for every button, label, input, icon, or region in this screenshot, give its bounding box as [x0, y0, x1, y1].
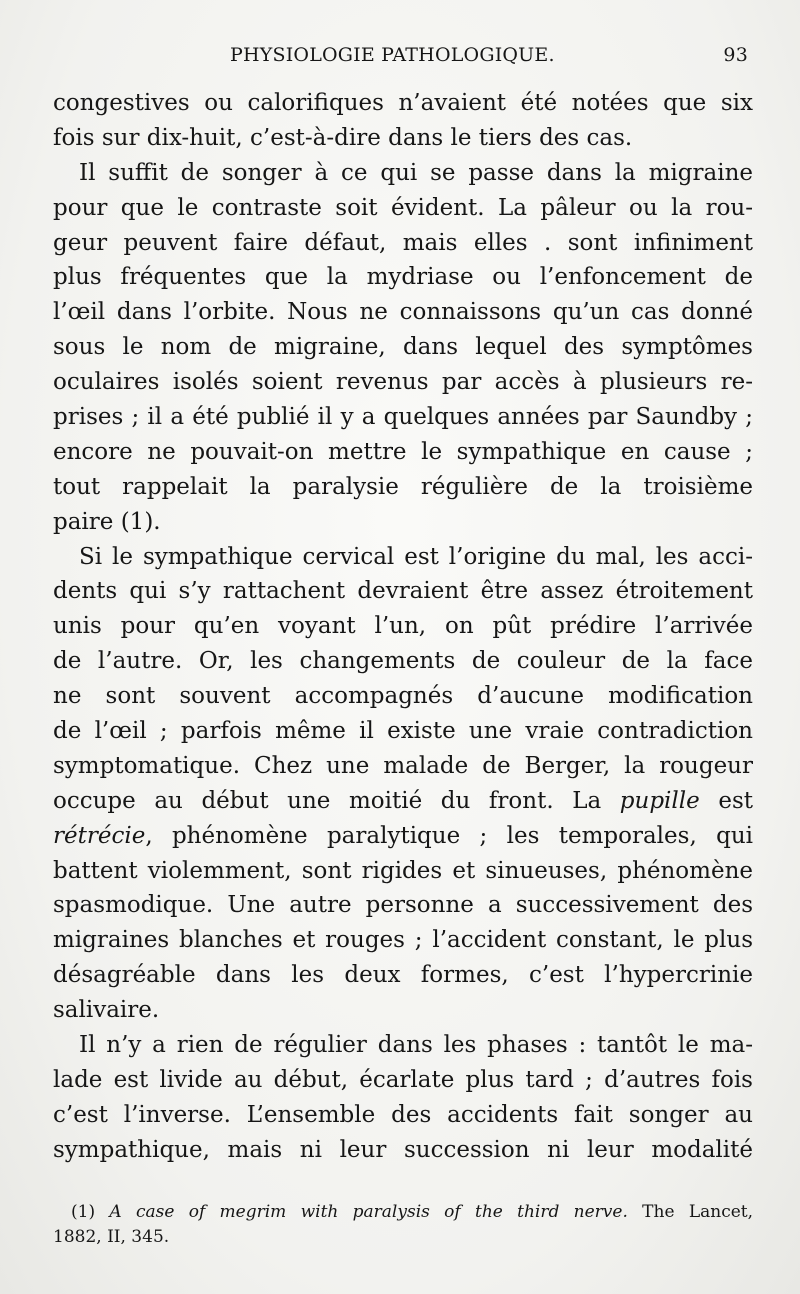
italic-word: rétrécie: [53, 822, 146, 849]
text-line: Si le sympathique cervical est l’origine du mal, les acci-: [79, 543, 753, 570]
footnote-line: [53, 1200, 753, 1225]
text-line: c’est l’inverse. L’ensemble des accidents fait songer au: [53, 1101, 753, 1128]
text-line: unis pour qu’en voyant l’un, on pût prédire l’arrivée: [53, 613, 753, 640]
text-line: congestives ou calorifiques n’avaient été notées que six: [53, 90, 753, 116]
footnote-title: A case of megrim with paralysis of the third nerve.: [109, 1202, 628, 1222]
text-line: spasmodique. Une autre personne a successivement des: [53, 892, 753, 919]
italic-word: pupille: [619, 787, 700, 814]
text-line: symptomatique. Chez une malade de Berger, la rougeur: [53, 752, 753, 779]
text-line: dents qui s’y rattachent devraient être assez étroitement: [53, 578, 753, 605]
text-line: encore ne pouvait-on mettre le sympathique en cause ;: [53, 438, 753, 465]
body-text: [53, 86, 753, 1168]
text-line: désagréable dans les deux formes, c’est l’hypercrinie: [53, 962, 753, 989]
text-line: geur peuvent faire défaut, mais elles . sont infiniment: [53, 229, 753, 256]
text-line: oculaires isolés soient revenus par accès à plusieurs re-: [53, 369, 753, 396]
text-line: tout rappelait la paralysie régulière de la troisième: [53, 473, 753, 500]
text-line: prises ; il a été publié il y a quelques années par Saundby ;: [53, 404, 753, 431]
footnote: [53, 1200, 753, 1250]
page-number: 93: [723, 44, 748, 66]
text-line: pour que le contraste soit évident. La pâleur ou la rou-: [53, 194, 753, 221]
text-line: battent violemment, sont rigides et sinueuses, phénomène: [53, 857, 753, 884]
text-line: [53, 819, 753, 854]
text-line: Il n’y a rien de régulier dans les phases : tantôt le ma-: [79, 1032, 753, 1059]
text-line: de l’autre. Or, les changements de couleur de la face: [53, 648, 753, 675]
running-title: PHYSIOLOGIE PATHOLOGIQUE.: [230, 44, 555, 66]
text-line: ne sont souvent accompagnés d’aucune modification: [53, 683, 753, 710]
text-line: sous le nom de migraine, dans lequel des symptômes: [53, 334, 753, 361]
footnote-line: 1882, II, 345.: [53, 1227, 170, 1247]
text-line: paire (1).: [53, 508, 161, 535]
text-line: [53, 784, 753, 819]
footnote-marker: (1): [71, 1202, 96, 1222]
text-line: de l’œil ; parfois même il existe une vraie contradiction: [53, 718, 753, 745]
text-segment: occupe au début une moitié du front. La: [53, 787, 602, 814]
text-line: fois sur dix-huit, c’est-à-dire dans le tiers des cas.: [53, 124, 633, 151]
text-line: sympathique, mais ni leur succession ni leur modalité: [53, 1136, 753, 1163]
footnote-source: The Lancet,: [642, 1202, 754, 1222]
running-header: [230, 44, 748, 74]
text-line: lade est livide au début, écarlate plus tard ; d’autres fois: [53, 1066, 753, 1093]
text-segment: , phénomène paralytique ; les temporales, qui: [145, 822, 753, 849]
text-line: Il suffit de songer à ce qui se passe dans la migraine: [79, 159, 753, 186]
text-line: migraines blanches et rouges ; l’accident constant, le plus: [53, 927, 753, 954]
text-line: l’œil dans l’orbite. Nous ne connaissons qu’un cas donné: [53, 299, 753, 326]
text-line: plus fréquentes que la mydriase ou l’enfoncement de: [53, 264, 753, 291]
text-segment: est: [718, 787, 754, 814]
text-line: salivaire.: [53, 997, 160, 1024]
